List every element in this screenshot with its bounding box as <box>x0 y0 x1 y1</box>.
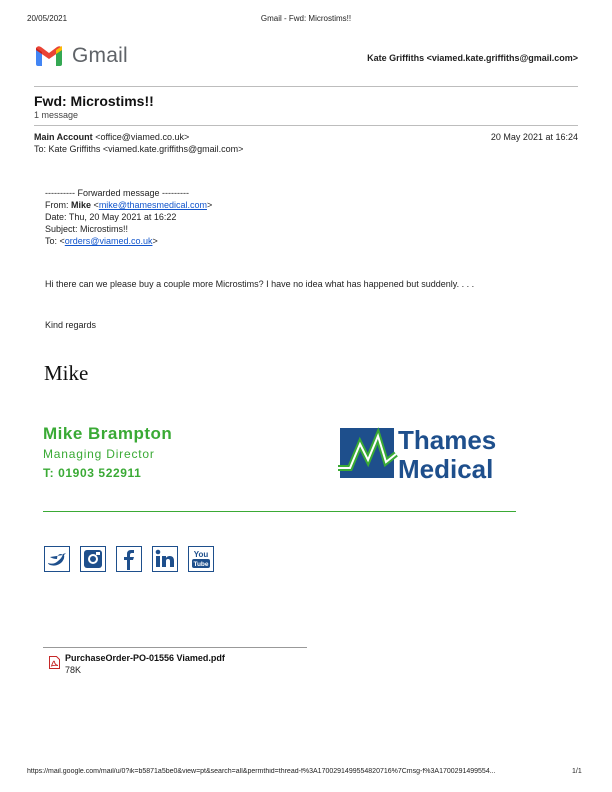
signature-job-title: Managing Director <box>43 447 155 461</box>
subject-divider <box>34 125 578 126</box>
logo-word-thames: Thames <box>398 425 497 455</box>
forwarded-from-label: From: <box>45 200 69 210</box>
body-text: Hi there can we please buy a couple more Microstims? I have no idea what has happened but suddenly. . . . <box>45 279 475 289</box>
svg-text:You: You <box>193 550 209 559</box>
forwarded-subject: Subject: Microstims!! <box>45 224 129 234</box>
attachment-size: 78K <box>65 665 82 675</box>
print-page-number: 1/1 <box>572 768 582 775</box>
forwarded-date: Date: Thu, 20 May 2021 at 16:22 <box>45 212 177 222</box>
message-count: 1 message <box>34 110 79 120</box>
forwarded-to <box>45 235 212 247</box>
gmail-wordmark: Gmail <box>72 44 128 67</box>
twitter-icon[interactable] <box>44 546 70 572</box>
pdf-icon <box>49 656 60 669</box>
message-to: To: Kate Griffiths <viamed.kate.griffiths@gmail.com> <box>34 144 244 154</box>
forwarded-block <box>45 187 212 247</box>
print-url: https://mail.google.com/mail/u/0?ik=b5871a5be0&view=pt&search=all&permthid=thread-f%3A1700291499554820716%7Cmsg-f%3A1700291499554... <box>27 768 496 775</box>
gmail-m-icon <box>34 44 64 68</box>
youtube-icon[interactable] <box>188 546 214 572</box>
from-name: Main Account <box>34 132 93 142</box>
thames-medical-logo <box>338 424 518 482</box>
body-regards: Kind regards <box>45 320 97 330</box>
signature-name: Mike <box>44 361 89 385</box>
forwarded-from <box>45 199 212 211</box>
logo-word-medical: Medical <box>398 454 494 482</box>
forwarded-separator: ---------- Forwarded message --------- <box>45 188 189 198</box>
thread-subject: Fwd: Microstims!! <box>34 93 154 109</box>
signature-full-name: Mike Brampton <box>43 424 173 443</box>
facebook-icon[interactable] <box>116 546 142 572</box>
linkedin-icon[interactable] <box>152 546 178 572</box>
attachment-name[interactable]: PurchaseOrder-PO-01556 Viamed.pdf <box>65 653 225 663</box>
forwarded-from-name: Mike <box>71 200 92 210</box>
forwarded-to-email-link[interactable]: orders@viamed.co.uk <box>64 236 153 246</box>
forwarded-from-email-link[interactable]: mike@thamesmedical.com <box>98 200 207 210</box>
forwarded-from-close: > <box>206 200 213 210</box>
attachment-divider <box>43 647 307 648</box>
header-divider <box>34 86 578 87</box>
signature-phone: T: 01903 522911 <box>43 466 142 480</box>
forwarded-from-open: < <box>93 200 99 210</box>
print-title: Gmail - Fwd: Microstims!! <box>260 14 352 23</box>
from-email: <office@viamed.co.uk> <box>95 132 190 142</box>
print-date: 20/05/2021 <box>27 14 68 23</box>
forwarded-to-open: < <box>59 236 65 246</box>
instagram-icon[interactable] <box>80 546 106 572</box>
svg-text:Tube: Tube <box>193 561 209 568</box>
forwarded-to-close: > <box>152 236 158 246</box>
account-header: Kate Griffiths <viamed.kate.griffiths@gmail.com> <box>367 53 578 63</box>
message-from <box>34 131 189 143</box>
forwarded-to-label: To: <box>45 236 58 246</box>
signature-divider <box>43 511 516 512</box>
message-date: 20 May 2021 at 16:24 <box>490 132 578 142</box>
